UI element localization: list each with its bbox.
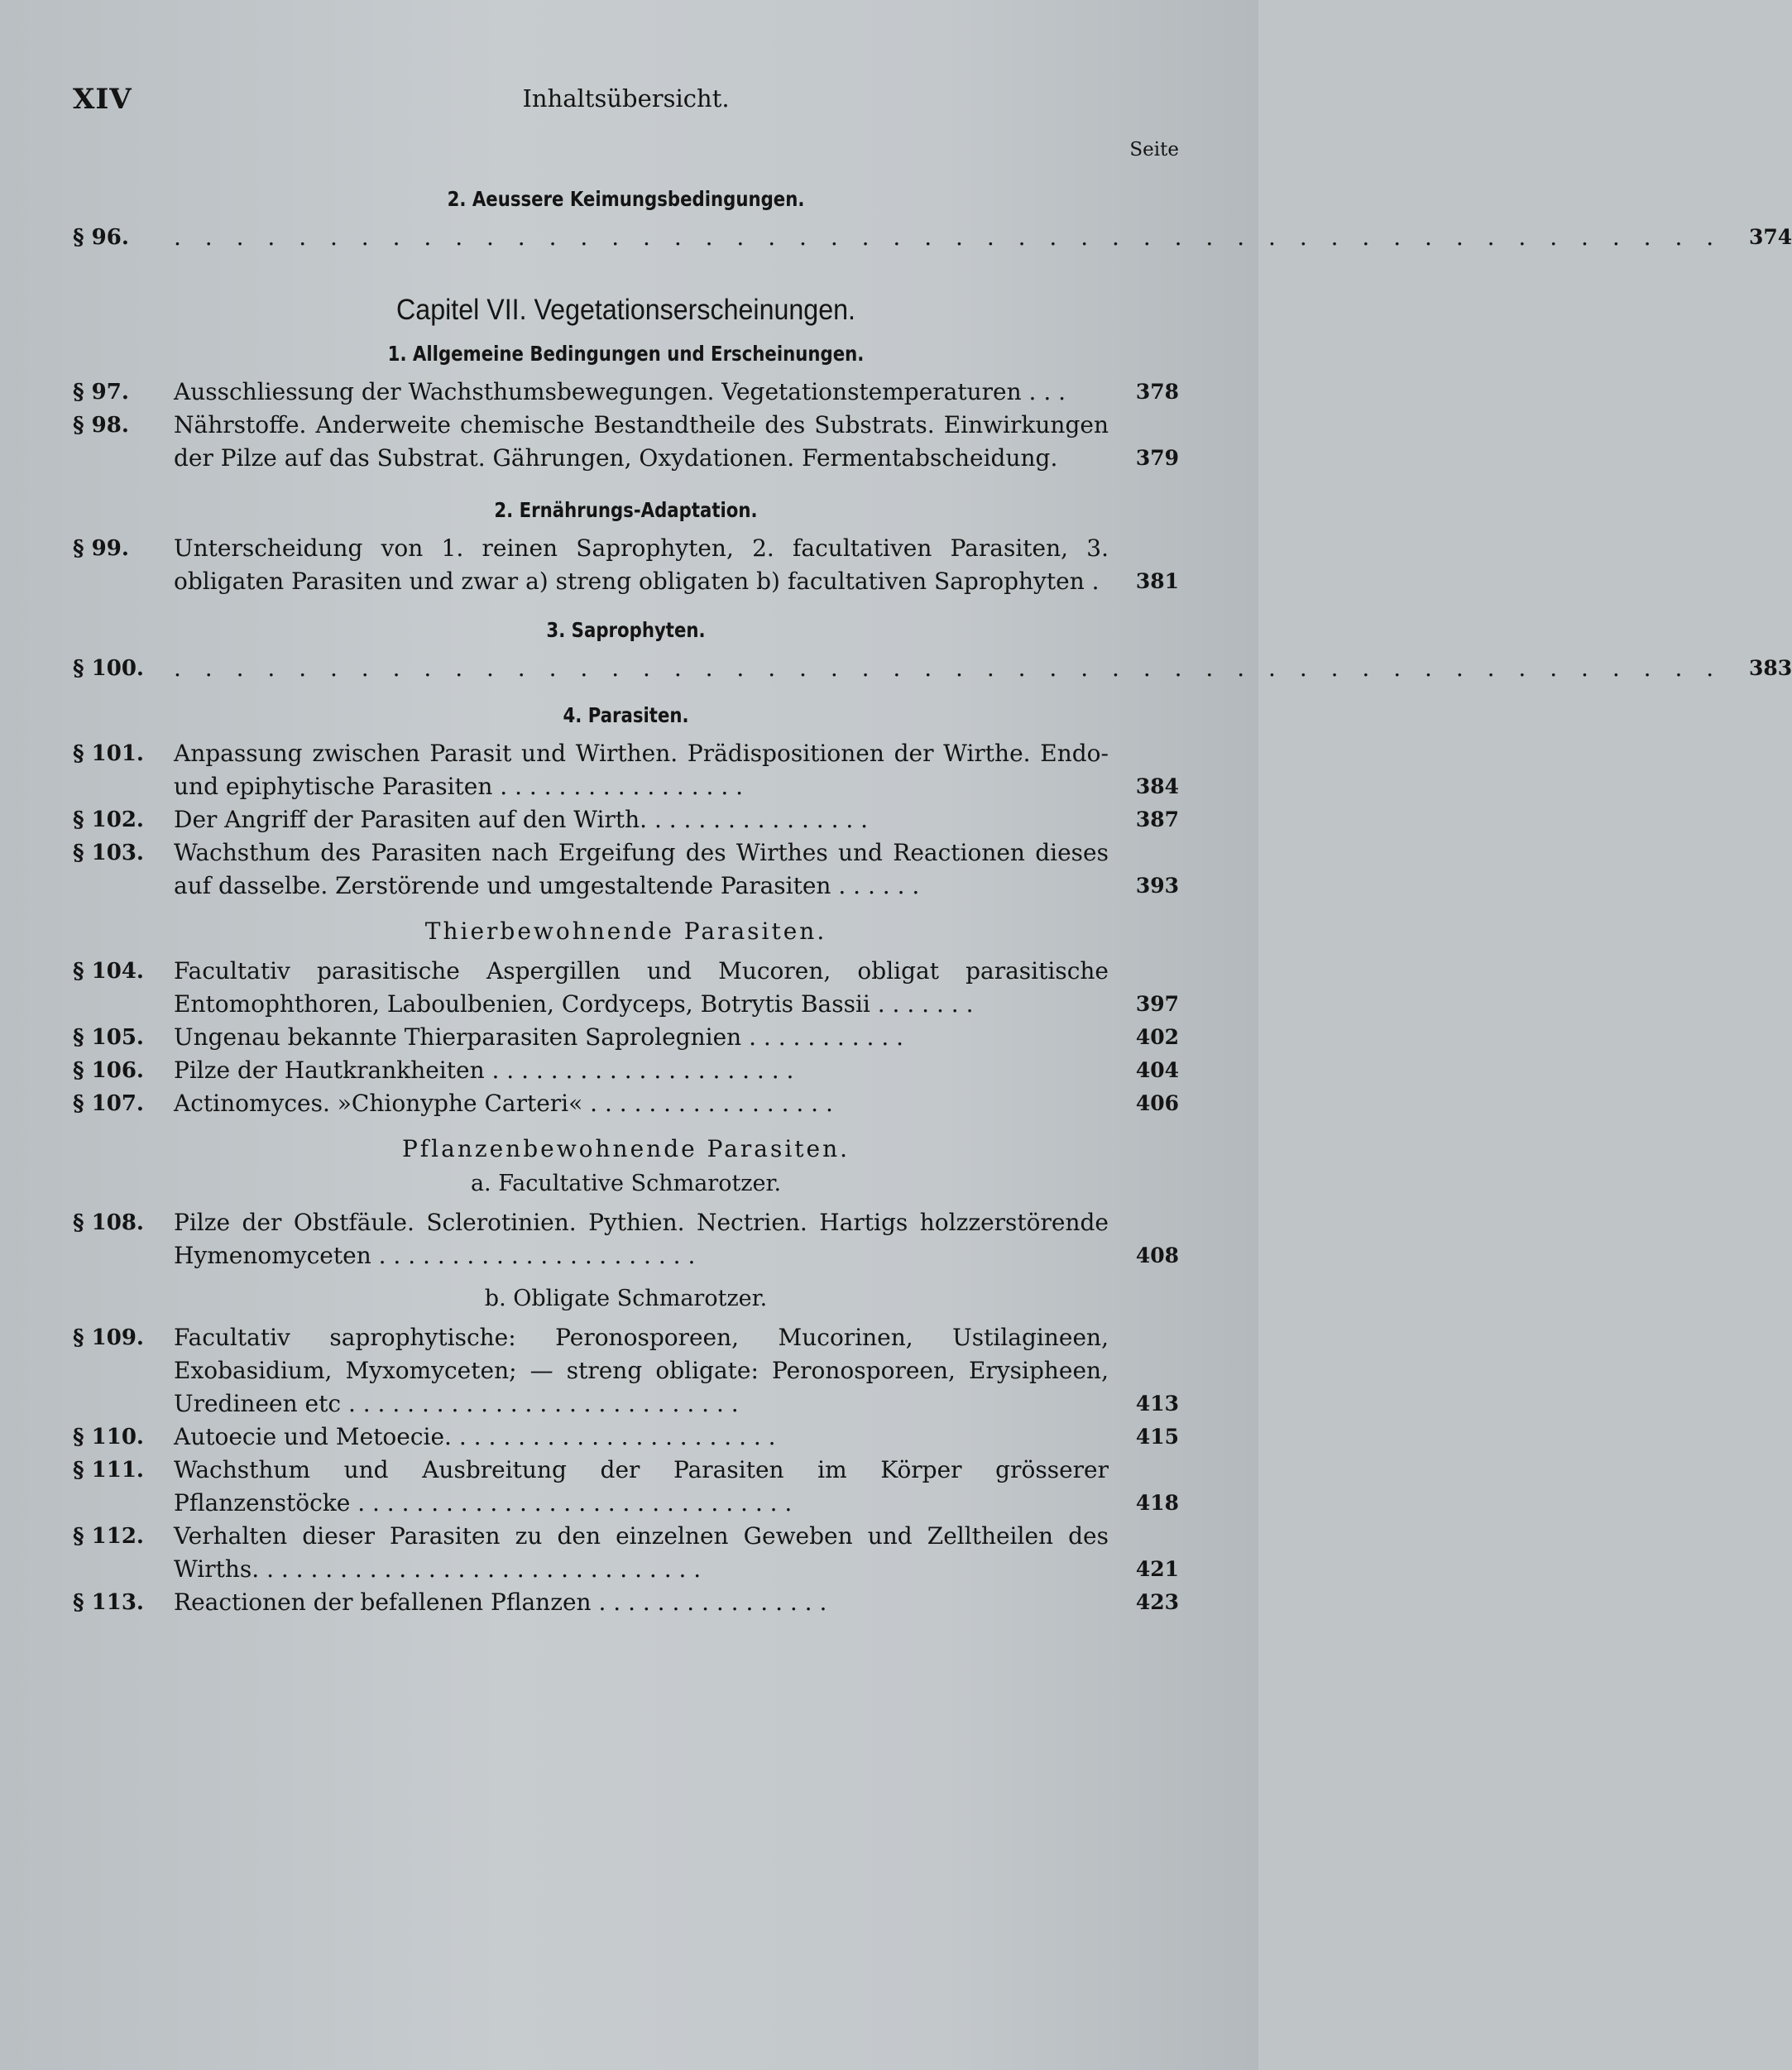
toc-entry	[73, 221, 1792, 254]
paragraph-number: § 102.	[73, 807, 144, 832]
paragraph-number: § 108.	[73, 1210, 144, 1235]
entry-text: Anpassung zwischen Parasit und Wirthen. Prädispositionen der Wirthe. Endo- und epiphytische Parasiten . . . . . . . . . . . . . . . . .	[174, 740, 1109, 800]
toc-entry	[73, 1021, 1179, 1054]
toc-entry	[73, 1321, 1179, 1421]
toc-entry	[73, 1421, 1179, 1454]
entry-text: Facultativ saprophytische: Peronosporeen, Mucorinen, Ustilagineen, Exobasidium, Myxomyceten; — streng obligate: Peronosporeen, Erysipheen, Uredineen etc . . . . . . . . . . . . . . . . . . . . . . . . . . .	[174, 1324, 1109, 1417]
entry-text: Ausschliessung der Wachsthumsbewegungen. Vegetationstemperaturen . . .	[174, 378, 1066, 405]
entry-text: Pilze der Hautkrankheiten . . . . . . . . . . . . . . . . . . . . .	[174, 1057, 794, 1084]
entry-text: Unterscheidung von 1. reinen Saprophyten, 2. facultativen Parasiten, 3. obligaten Parasiten und zwar a) streng obligaten b) facultativen Saprophyten .	[174, 534, 1109, 595]
page-reference: 393	[1135, 874, 1179, 898]
toc-entry	[73, 376, 1179, 409]
running-title: Inhaltsübersicht.	[522, 84, 730, 113]
paragraph-number: § 97.	[73, 380, 129, 405]
page-reference: 423	[1135, 1590, 1179, 1614]
paragraph-number: § 98.	[73, 413, 129, 438]
entry-text: Nährstoffe. Anderweite chemische Bestandtheile des Substrats. Einwirkungen der Pilze auf das Substrat. Gährungen, Oxydationen. Fermentabscheidung.	[174, 411, 1109, 472]
subsection-heading: Pflanzenbewohnende Parasiten.	[401, 1135, 850, 1162]
page-reference: 413	[1135, 1392, 1179, 1416]
page-reference: 383	[1748, 656, 1792, 680]
subsection-heading: a. Facultative Schmarotzer.	[470, 1171, 782, 1196]
entry-text: Facultativ parasitische Aspergillen und Mucoren, obligat parasitische Entomophthoren, Laboulbenien, Cordyceps, Botrytis Bassii . . . . . . .	[174, 957, 1109, 1018]
toc-entry	[73, 1206, 1179, 1272]
paragraph-number: § 101.	[73, 741, 144, 766]
page-reference: 406	[1135, 1091, 1179, 1115]
paragraph-number: § 110.	[73, 1425, 144, 1449]
page-reference: 421	[1135, 1557, 1179, 1581]
toc-entry	[73, 652, 1792, 685]
page-reference: 408	[1135, 1243, 1179, 1267]
paragraph-number: § 107.	[73, 1091, 144, 1116]
entry-text: Reactionen der befallenen Pflanzen . . . . . . . . . . . . . . . .	[174, 1588, 827, 1616]
page-reference: 387	[1135, 807, 1179, 831]
toc-entry	[73, 1454, 1179, 1520]
page-reference: 404	[1135, 1058, 1179, 1082]
seite-label: Seite	[1129, 139, 1179, 161]
page-reference: 379	[1135, 446, 1179, 470]
page-number: XIV	[73, 83, 132, 116]
toc-entry	[73, 1087, 1179, 1120]
entry-text: Wachsthum und Ausbreitung der Parasiten im Körper grösserer Pflanzenstöcke . . . . . . . . . . . . . . . . . . . . . . . . . . . . . .	[174, 1456, 1109, 1517]
toc-entry	[73, 737, 1179, 803]
subsection-heading: b. Obligate Schmarotzer.	[484, 1286, 768, 1311]
entry-text: Verhalten dieser Parasiten zu den einzelnen Geweben und Zelltheilen des Wirths. . . . . . . . . . . . . . . . . . . . . . . . . . . . . . .	[174, 1522, 1109, 1583]
page-reference: 397	[1135, 992, 1179, 1016]
entry-text: Autoecie und Metoecie. . . . . . . . . . . . . . . . . . . . . . .	[174, 1423, 776, 1450]
paragraph-number: § 113.	[73, 1590, 144, 1615]
dot-leader: . . . . . . . . . . . . . . . . . . . . . . . . . . . . . . . . . . . . . . . . . . . . . . . . . .	[174, 654, 1723, 682]
paragraph-number: § 100.	[73, 656, 144, 681]
section-heading: 1. Allgemeine Bedingungen und Erscheinungen.	[387, 342, 865, 366]
paragraph-number: § 106.	[73, 1058, 144, 1083]
section-heading: 4. Parasiten.	[563, 703, 689, 727]
chapter-title: Capitel VII. Vegetationserscheinungen.	[396, 294, 855, 326]
page-reference: 415	[1135, 1425, 1179, 1449]
section-heading: 2. Ernährungs-Adaptation.	[494, 498, 758, 522]
table-of-contents	[73, 187, 1792, 1619]
paragraph-number: § 105.	[73, 1025, 144, 1050]
entry-text: Actinomyces. »Chionyphe Carteri« . . . . . . . . . . . . . . . . .	[174, 1090, 833, 1117]
toc-entry	[73, 409, 1179, 475]
section-heading: 3. Saprophyten.	[546, 618, 706, 642]
paragraph-number: § 96.	[73, 225, 129, 250]
toc-entry	[73, 803, 1179, 836]
paragraph-number: § 104.	[73, 959, 144, 984]
toc-entry	[73, 1586, 1179, 1619]
page-reference: 381	[1135, 569, 1179, 593]
page-reference: 418	[1135, 1491, 1179, 1515]
paragraph-number: § 109.	[73, 1325, 144, 1350]
paragraph-number: § 103.	[73, 841, 144, 865]
paragraph-number: § 99.	[73, 536, 129, 561]
toc-entry	[73, 1054, 1179, 1087]
entry-text: Pilze der Obstfäule. Sclerotinien. Pythien. Nectrien. Hartigs holzzerstörende Hymenomyceten . . . . . . . . . . . . . . . . . . . . . .	[174, 1209, 1109, 1269]
entry-text: Ungenau bekannte Thierparasiten Saprolegnien . . . . . . . . . . .	[174, 1023, 904, 1051]
page-reference: 374	[1748, 225, 1792, 249]
page-reference: 378	[1135, 380, 1179, 404]
page-reference: 402	[1135, 1025, 1179, 1049]
toc-entry	[73, 836, 1179, 903]
toc-entry	[73, 532, 1179, 598]
page-header	[73, 83, 1179, 116]
subsection-heading: Thierbewohnende Parasiten.	[424, 918, 827, 945]
entry-text: Wachsthum des Parasiten nach Ergeifung des Wirthes und Reactionen dieses auf dasselbe. Zerstörende und umgestaltende Parasiten . . . . . .	[174, 839, 1109, 899]
section-heading: 2. Aeussere Keimungsbedingungen.	[447, 187, 805, 211]
paragraph-number: § 112.	[73, 1524, 144, 1549]
paragraph-number: § 111.	[73, 1458, 144, 1483]
toc-entry	[73, 955, 1179, 1021]
dot-leader: . . . . . . . . . . . . . . . . . . . . . . . . . . . . . . . . . . . . . . . . . . . . . . . . . .	[174, 223, 1723, 251]
page-reference: 384	[1135, 774, 1179, 798]
entry-text: Der Angriff der Parasiten auf den Wirth. . . . . . . . . . . . . . . .	[174, 806, 869, 833]
toc-entry	[73, 1520, 1179, 1586]
